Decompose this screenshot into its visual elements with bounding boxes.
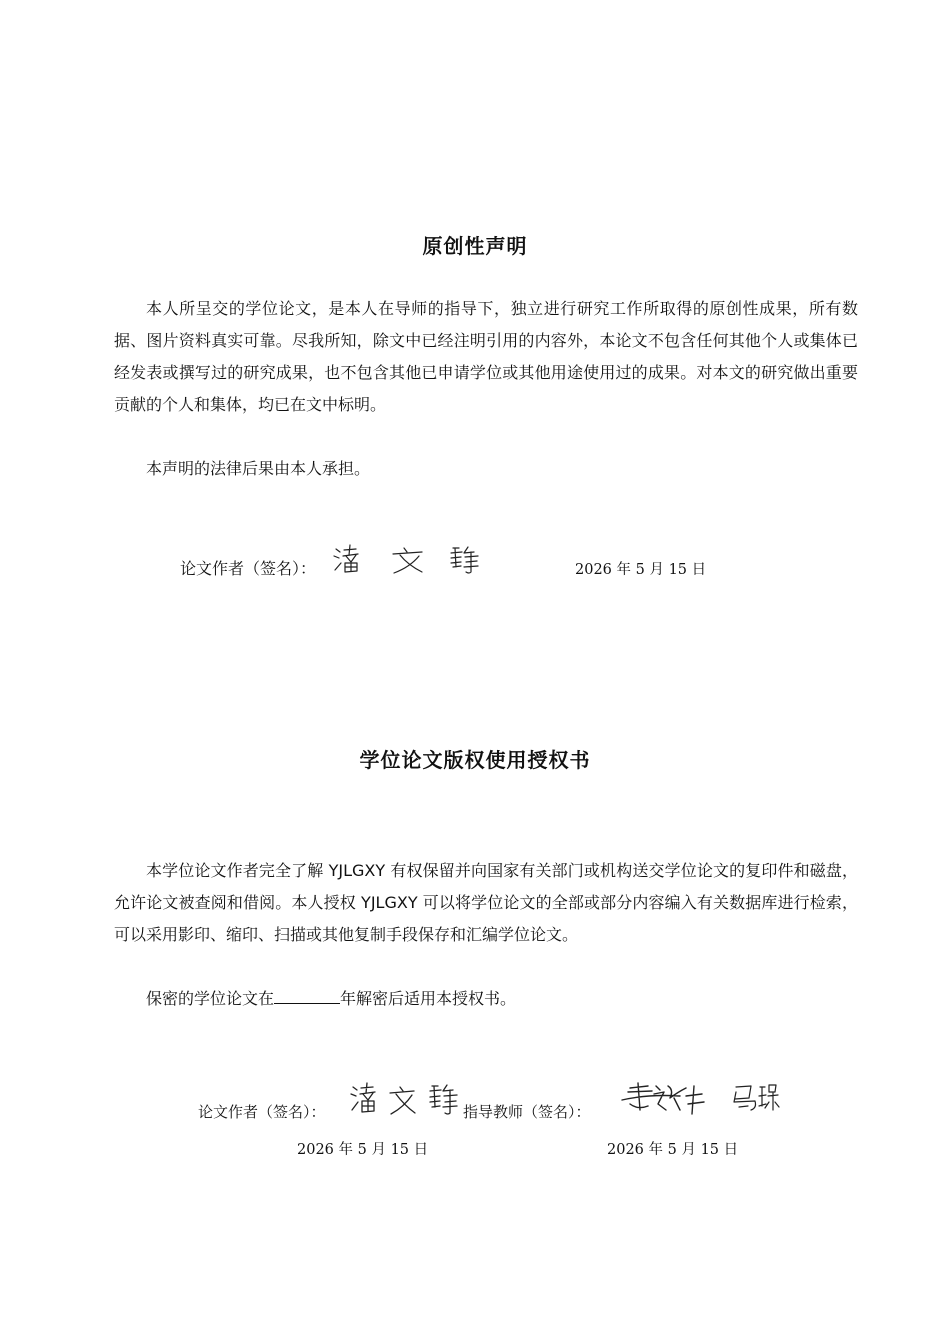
confidential-text-after: 年解密后适用本授权书。: [340, 989, 517, 1008]
author-signature-1: [330, 543, 480, 575]
authorization-title: 学位论文版权使用授权书: [359, 748, 591, 772]
author-signature-2: [348, 1081, 458, 1117]
originality-paragraph-1: 本人所呈交的学位论文，是本人在导师的指导下，独立进行研究工作所取得的原创性成果，所有数据、图片资料真实可靠。尽我所知，除文中已经注明引用的内容外，本论文不包含任何其他个人或集体已经发表或撰写过的研究成果，也不包含其他已申请学位或其他用途使用过的成果。对本文的研究做出重要贡献的个人和集体，均已在文中标明。: [114, 299, 858, 414]
authorization-advisor-date: 2026 年 5 月 15 日: [607, 1142, 739, 1158]
originality-date: 2026 年 5 月 15 日: [575, 562, 707, 578]
authorization-author-label: 论文作者（签名）：: [198, 1103, 326, 1121]
confidential-text-before: 保密的学位论文在: [146, 989, 275, 1008]
advisor-signature: [618, 1080, 778, 1116]
originality-author-label: 论文作者（签名）：: [180, 559, 317, 578]
authorization-paragraph-1: 本学位论文作者完全了解 YJLGXY 有权保留并向国家有关部门或机构送交学位论文的复印件和磁盘，允许论文被查阅和借阅。本人授权 YJLGXY 可以将学位论文的全部或部分内容编入有关数据库进行检索，可以采用影印、缩印、扫描或其他复制手段保存和汇编学位论文。: [114, 861, 858, 944]
authorization-paragraph-2: [114, 983, 858, 1015]
originality-title: 原创性声明: [422, 234, 528, 258]
confidential-years-blank: [274, 987, 340, 1004]
authorization-author-date: 2026 年 5 月 15 日: [297, 1142, 429, 1158]
originality-paragraph-2: 本声明的法律后果由本人承担。: [146, 459, 371, 478]
advisor-label: 指导教师（签名）：: [463, 1103, 591, 1121]
